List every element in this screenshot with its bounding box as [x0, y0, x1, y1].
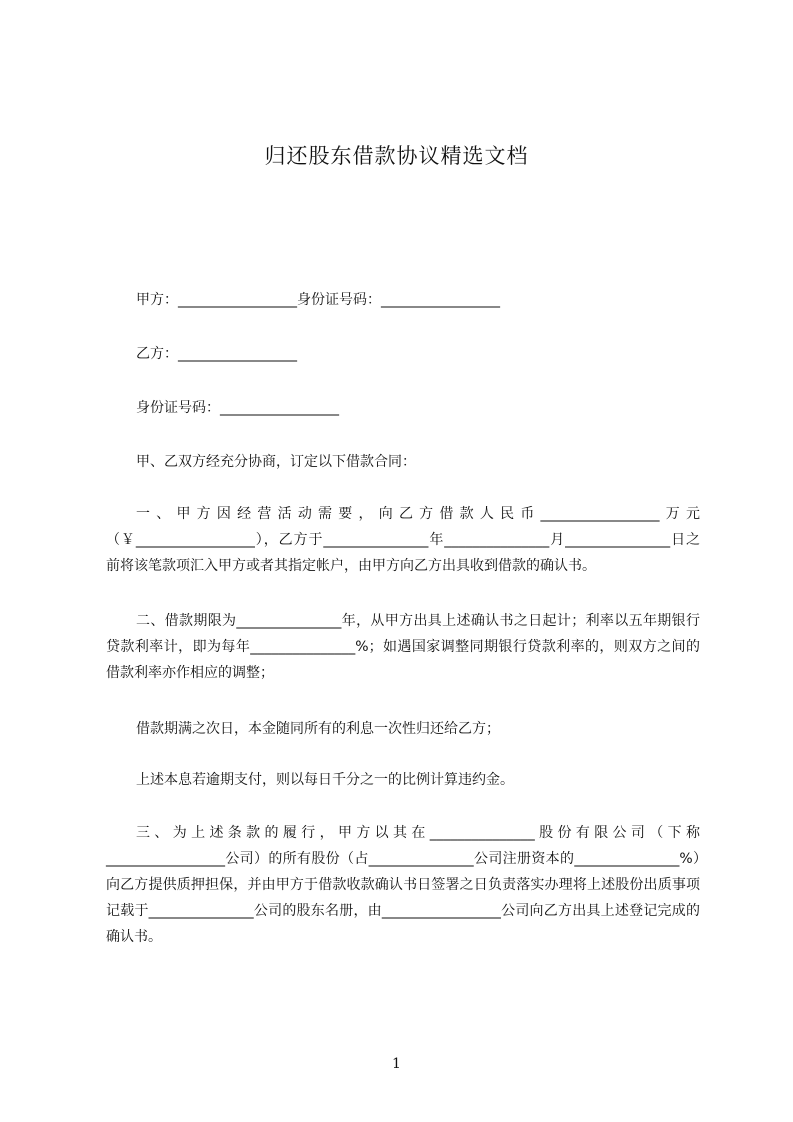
- id-number-line: 身份证号码：_________________: [136, 400, 339, 416]
- party-a-line: 甲方：_________________身份证号码：_________________: [136, 292, 500, 308]
- penalty-paragraph: 上述本息若逾期支付，则以每日千分之一的比例计算违约金。: [136, 772, 514, 788]
- page-number: 1: [392, 1056, 401, 1072]
- repayment-paragraph: 借款期满之次日，本金随同所有的利息一次性归还给乙方；: [136, 721, 500, 737]
- clause-three-paragraph: 三、为上述条款的履行，甲方以其在_______________股份有限公司（下称_________________公司）的所有股份（占_______________公司注册资本的_______________%）向乙方提供质押担保，并由甲方于借款收款确认书日签署之日负责落实办理将上述股份出质事项记载于_______________公司的股东名册，由_________________公司向乙方出具上述登记完成的确认书。: [106, 825, 700, 945]
- clause-one-paragraph: 一、甲方因经营活动需要，向乙方借款人民币_________________万元（￥_________________），乙方于_______________年_______________月_______________日之前将该笔款项汇入甲方或者其指定帐户，由甲方向乙方出具收到借款的确认书。: [106, 506, 700, 574]
- clause-two-paragraph: 二、借款期限为_______________年，从甲方出具上述确认书之日起计；利率以五年期银行贷款利率计，即为每年_______________%；如遇国家调整同期银行贷款利率的，则双方之间的借款利率亦作相应的调整；: [106, 613, 700, 681]
- agreement-intro-line: 甲、乙双方经充分协商，订定以下借款合同：: [136, 454, 416, 470]
- document-title: 归还股东借款协议精选文档: [264, 144, 529, 168]
- party-b-line: 乙方：_________________: [136, 346, 297, 362]
